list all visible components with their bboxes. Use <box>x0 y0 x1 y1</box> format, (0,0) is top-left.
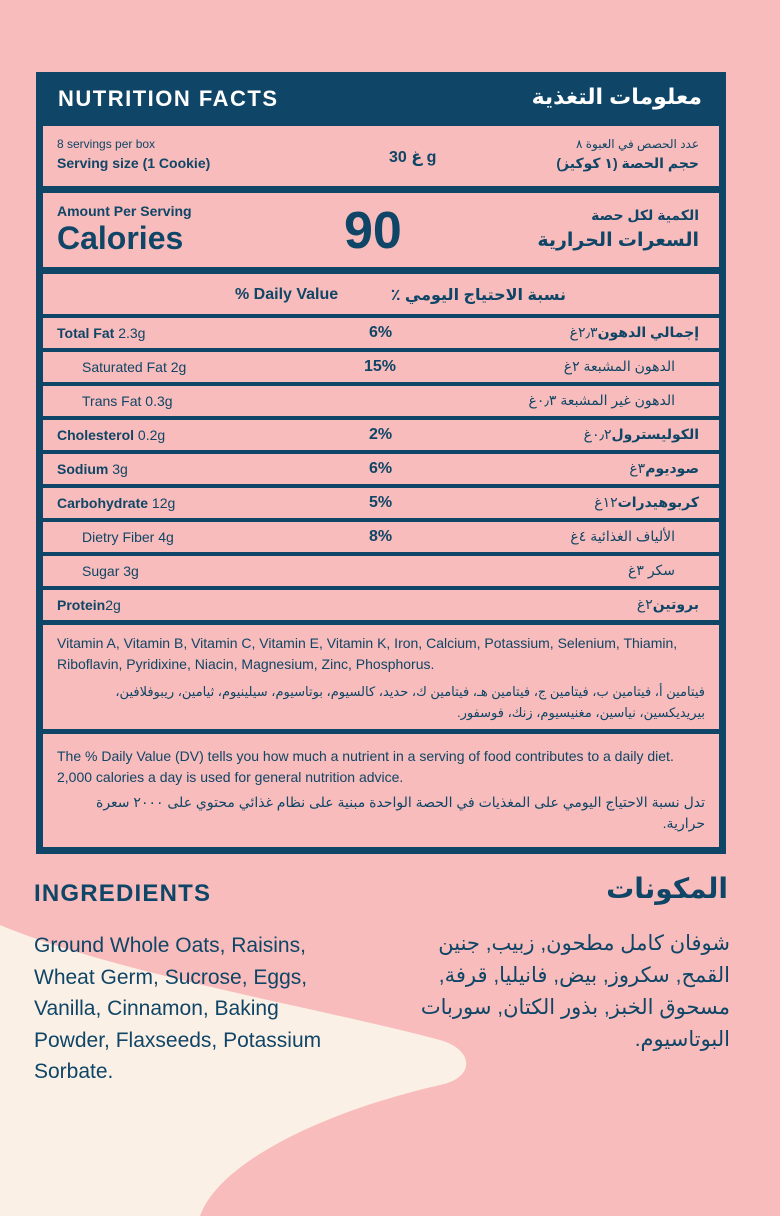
serving-row <box>43 126 719 186</box>
nutrient-amount-ar: ٣غ <box>629 460 646 476</box>
nutrition-facts-title-ar: معلومات التغذية <box>531 84 702 109</box>
nutrient-amount-ar: ٢٫٣غ <box>569 324 598 340</box>
nutrient-pct: 8% <box>369 528 393 545</box>
nutrient-name: Sugar <box>82 563 120 579</box>
nutrient-name-ar: صوديوم <box>645 460 699 476</box>
nutrient-row-trans-fat <box>43 386 719 416</box>
nutrition-facts-title: NUTRITION FACTS <box>58 86 279 111</box>
nutrient-name-ar: الكوليسترول <box>611 426 699 442</box>
ingredients-title: INGREDIENTS <box>34 880 212 907</box>
nutrient-name: Saturated Fat <box>82 359 167 375</box>
ingredients-text-ar: شوفان كامل مطحون, زبيب, جنين القمح, سكروز, بيض, فانيليا, قرفة, مسحوق الخبز, بذور الكتان, سوربات البوتاسيوم. <box>420 932 730 1051</box>
nutrient-amount-ar: ٠٫٣غ <box>528 392 557 408</box>
nutrient-amount-ar: ٣غ <box>628 562 644 578</box>
nutrient-amount-ar: ١٢غ <box>594 494 618 510</box>
serving-amount-ar-unit: غ <box>411 149 423 166</box>
nutrient-name: Carbohydrate <box>57 495 149 511</box>
nutrient-name-ar: الدهون المشبعة <box>583 358 675 374</box>
nutrient-row-total-fat <box>43 318 719 348</box>
nutrient-row-cholesterol <box>43 420 719 450</box>
serving-size-ar: حجم الحصة (١ كوكيز) <box>556 155 699 171</box>
nutrient-amount: 3g <box>123 563 139 579</box>
nutrient-amount-ar: ٠٫٢غ <box>583 426 612 442</box>
servings-per-box: 8 servings per box <box>57 137 156 151</box>
daily-value-note-ar: تدل نسبة الاحتياج اليومي على المغذيات في الحصة الواحدة مبنية على نظام غذائي محتوي على ٢٠٠٠ سعرة حرارية. <box>95 794 705 831</box>
nutrient-amount: 2g <box>170 359 187 375</box>
nutrient-name-ar: سكر <box>647 562 675 578</box>
nutrient-amount: 3g <box>112 461 128 477</box>
nutrient-amount: 2.3g <box>118 325 146 341</box>
nutrient-row-carbohydrate <box>43 488 719 518</box>
serving-amount <box>377 147 436 167</box>
nutrient-name: Trans Fat <box>82 393 142 409</box>
nutrient-name: Total Fat <box>57 325 115 341</box>
daily-value-label-ar: نسبة الاحتياج اليومي ٪ <box>390 287 566 304</box>
nutrient-pct: 6% <box>369 324 393 341</box>
calories-label: Calories <box>57 220 184 256</box>
nutrient-amount: 0.2g <box>137 427 166 443</box>
servings-per-box-ar: عدد الحصص في العبوة ٨ <box>575 137 699 151</box>
nutrient-name-ar: الألياف الغذائية <box>590 528 675 544</box>
nutrient-row-dietary-fiber <box>43 522 719 552</box>
ingredients-title-ar: المكونات <box>606 873 728 904</box>
amount-per-serving-label-ar: الكمية لكل حصة <box>591 207 699 223</box>
nutrient-name: Sodium <box>57 461 109 477</box>
calories-label-ar: السعرات الحرارية <box>537 230 699 251</box>
vitamins-list-ar: فيتامين أ، فيتامين ب، فيتامين ج، فيتامين هـ، فيتامين ك، حديد، كالسيوم، بوتاسيوم، سيلينيوم، ثيامين، ريبوفلافين، بيريديكسين، نياسين، مغنيسيوم، زنك، فوسفور. <box>115 684 705 720</box>
nutrient-amount: 4g <box>158 529 174 545</box>
nutrient-name: Cholesterol <box>57 427 135 443</box>
nutrient-amount-ar: ٢غ <box>636 596 653 612</box>
nutrient-amount: 12g <box>151 495 176 511</box>
nutrient-name-ar: بروتين <box>652 596 699 612</box>
serving-size: Serving size (1 Cookie) <box>57 155 211 171</box>
nutrient-amount: 2g <box>105 597 121 613</box>
nutrient-name: Dietry Fiber <box>82 529 155 545</box>
nutrient-pct: 15% <box>364 358 397 375</box>
nutrient-amount-ar: ٤غ <box>570 528 587 544</box>
nutrient-name: Protein <box>57 597 106 613</box>
nutrition-facts-panel <box>36 72 726 854</box>
amount-per-serving-label: Amount Per Serving <box>57 203 192 219</box>
nutrient-name-ar: إجمالي الدهون <box>597 324 699 340</box>
daily-value-header-row <box>43 274 719 314</box>
ingredients-text: Ground Whole Oats, Raisins, Wheat Germ, Sucrose, Eggs, Vanilla, Cinnamon, Baking Powder, Flaxseeds, Potassium Sorbate. <box>34 934 322 1083</box>
nutrient-row-sugar <box>43 556 719 586</box>
nutrient-name-ar: الدهون غير المشبعة <box>560 392 675 408</box>
nutrient-pct: 5% <box>369 494 393 511</box>
daily-value-note-row <box>43 734 719 847</box>
vitamins-row <box>43 625 719 729</box>
daily-value-note: The % Daily Value (DV) tells you how much a nutrient in a serving of food contributes to a daily diet. 2,000 calories a day is used for general nutrition advice. <box>57 748 674 785</box>
nutrient-amount: 0.3g <box>145 393 173 409</box>
nutrient-row-saturated-fat <box>43 352 719 382</box>
nutrient-pct: 6% <box>369 460 393 477</box>
daily-value-label: % Daily Value <box>235 286 339 303</box>
nutrient-row-protein <box>43 590 719 620</box>
vitamins-list: Vitamin A, Vitamin B, Vitamin C, Vitamin E, Vitamin K, Iron, Calcium, Potassium, Selenium, Thiamin, Riboflavin, Pyridixine, Niacin, Magnesium, Zinc, Phosphorus. <box>57 635 678 672</box>
calories-value: 90 <box>344 202 402 260</box>
calories-row <box>43 193 719 267</box>
nutrient-pct: 2% <box>369 426 393 443</box>
serving-amount-value: 30 g <box>389 149 437 166</box>
nutrient-name-ar: كربوهيدرات <box>617 494 699 510</box>
nutrient-amount-ar: ٢غ <box>563 358 580 374</box>
nutrient-row-sodium <box>43 454 719 484</box>
